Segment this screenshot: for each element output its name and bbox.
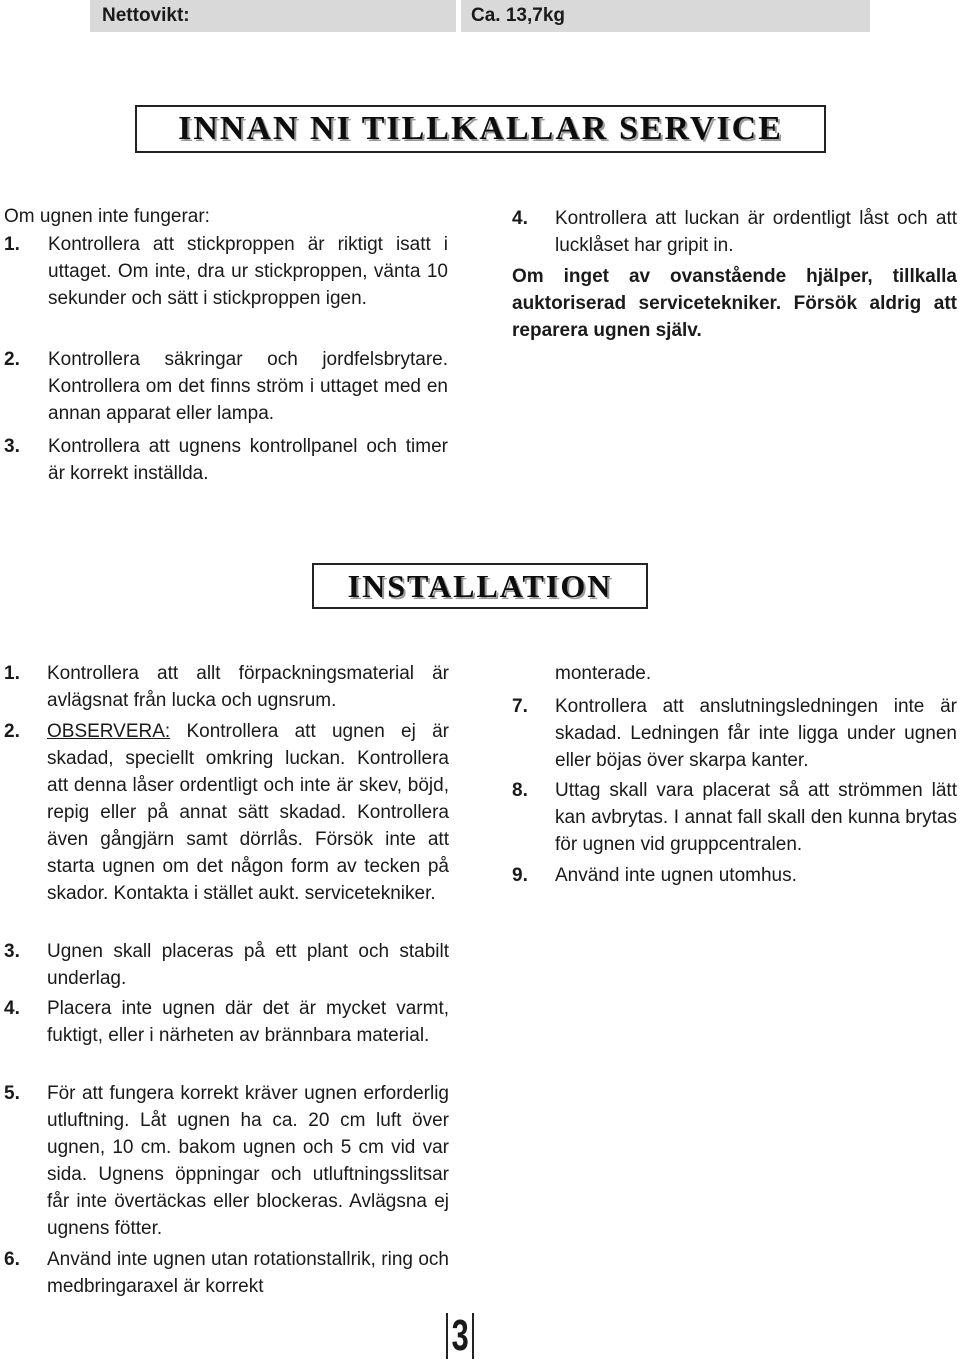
list-number: 1. <box>4 234 20 255</box>
warning-text: Om inget av ovanstående hjälper, tillkalla auktoriserad servicetekniker. Försök aldrig att reparera ugnen själv. <box>512 266 957 341</box>
intro-text: Om ugnen inte fungerar: <box>4 206 210 227</box>
list-number: 5. <box>4 1083 20 1104</box>
list-text: För att fungera korrekt kräver ugnen erforderlig utluftning. Låt ugnen ha ca. 20 cm luft över ugnen, 10 cm. bakom ugnen och 5 cm vid var sida. Ugnens öppningar och utluftningsslitsar får inte övertäckas eller blockeras. Avlägsna ej ugnens fötter. <box>47 1083 449 1239</box>
list-number: 2. <box>4 721 20 742</box>
list-number: 4. <box>4 998 20 1019</box>
list-text: Kontrollera att luckan är ordentligt låst och att lucklåset har gripit in. <box>555 208 957 256</box>
page-number <box>446 1313 474 1359</box>
list-text: Ugnen skall placeras på ett plant och stabilt underlag. <box>47 941 449 989</box>
list-number: 8. <box>512 780 528 801</box>
list-text: Uttag skall vara placerat så att strömmen lätt kan avbrytas. I annat fall skall den kunna brytas för ugnen vid gruppcentralen. <box>555 780 957 855</box>
list-number: 6. <box>4 1249 20 1270</box>
list-text: Kontrollera att stickproppen är riktigt isatt i uttaget. Om inte, dra ur stickproppen, vänta 10 sekunder och sätt i stickproppen igen. <box>48 234 448 309</box>
list-number: 9. <box>512 865 528 886</box>
page-number-text: 3 <box>451 1311 469 1360</box>
observera-label: OBSERVERA: <box>47 721 171 742</box>
list-text: Använd inte ugnen utan rotationstallrik, ring och medbringaraxel är korrekt <box>47 1249 449 1297</box>
list-number: 7. <box>512 696 528 717</box>
list-text: monterade. <box>555 663 652 684</box>
list-number: 3. <box>4 941 20 962</box>
list-number: 2. <box>4 349 20 370</box>
list-text: Kontrollera att allt förpackningsmaterial är avlägsnat från lucka och ugnsrum. <box>47 663 449 711</box>
list-number: 4. <box>512 208 528 229</box>
list-text: Kontrollera säkringar och jordfelsbrytare. Kontrollera om det finns ström i uttaget med en annan apparat eller lampa. <box>48 349 448 424</box>
observera-text: Kontrollera att ugnen ej är skadad, speciellt omkring luckan. Kontrollera att denna låser ordentligt och inte är skev, böjd, repig eller på annat sätt skadad. Kontrollera även gångjärn samt dörrlås. Försök inte att starta ugnen om det någon form av tecken på skador. Kontakta i stället aukt. servicetekniker. <box>47 721 449 904</box>
list-number: 1. <box>4 663 20 684</box>
list-text: Kontrollera att anslutningsledningen inte är skadad. Ledningen får inte ligga under ugnen eller böjas över skarpa kanter. <box>555 696 957 771</box>
section-heading-installation: INSTALLATION <box>312 563 648 609</box>
list-text: Använd inte ugnen utomhus. <box>555 865 797 886</box>
spec-label: Nettovikt: <box>90 0 456 32</box>
list-text: Placera inte ugnen där det är mycket varmt, fuktigt, eller i närheten av brännbara material. <box>47 998 449 1046</box>
list-text: Kontrollera att ugnens kontrollpanel och timer är korrekt inställda. <box>48 436 448 484</box>
list-number: 3. <box>4 436 20 457</box>
spec-value: Ca. 13,7kg <box>461 0 870 32</box>
section-heading-service: INNAN NI TILLKALLAR SERVICE <box>135 105 826 153</box>
list-text <box>47 718 449 907</box>
